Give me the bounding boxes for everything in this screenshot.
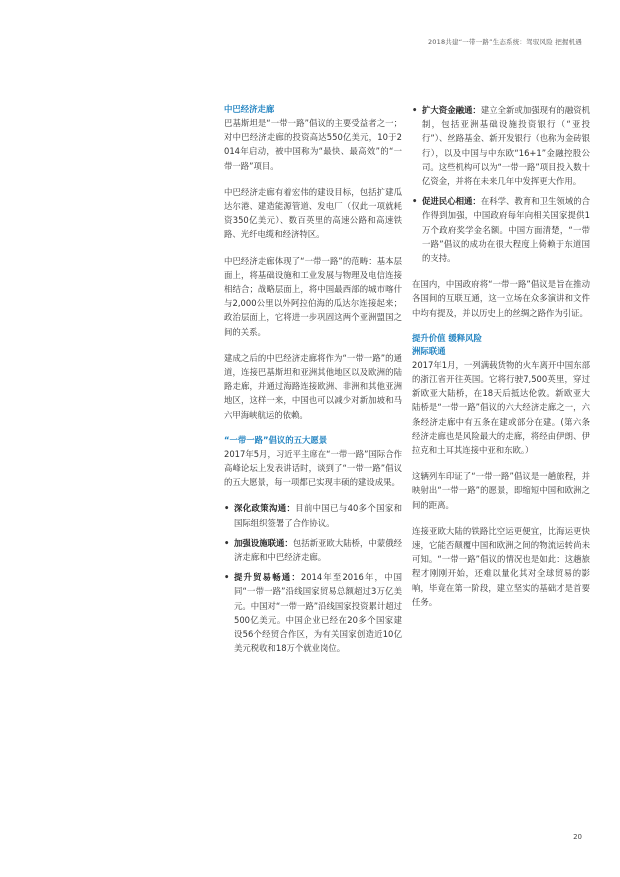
page-number: 20	[573, 833, 582, 841]
bullet-financial-integration	[412, 103, 590, 188]
left-column	[224, 103, 402, 668]
railway-paragraph-3: 连接亚欧大陆的铁路比空运更便宜，比海运更快速，它能否颠覆中国和欧洲之间的物流运转尚未可知。“一带一路”倡议的情况也是如此：这趟旅程才刚刚开始，还难以量化其对全球贸易的影响，毕竟在第一阶段，建立坚实的基础才是首要任务。	[412, 525, 590, 607]
bullet-title: 促进民心相通：	[422, 196, 481, 207]
bullet-title: 深化政策沟通：	[234, 503, 296, 514]
bullet-title: 扩大资金融通：	[422, 105, 481, 115]
bullet-text: 2014年至2016年，中国同“一带一路”沿线国家贸易总额超过3万亿美元。中国对“一带一路”沿线国家投资累计超过500亿美元。中国企业已经在20多个国家建设56个经贸合作区，为有关国家创造近10亿美元税收和18万个就业岗位。	[234, 572, 402, 654]
running-header: 2018共建“一带一路”生态系统：驾驭风险 把握机遇	[427, 38, 582, 46]
visions-bullet-list-right	[412, 103, 590, 265]
cpec-paragraph-2: 中巴经济走廊有着宏伟的建设目标，包括扩建瓜达尔港、建造能源管道、发电厂（仅此一项就耗资350亿美元）、数百英里的高速公路和高速铁路、光纤电缆和经济特区。	[224, 186, 402, 240]
bullet-unimpeded-trade	[224, 570, 402, 655]
bullet-facilities-connectivity	[224, 536, 402, 564]
railway-heading: 提升价值 缓释风险 洲际联通	[412, 332, 482, 356]
bullet-text: 建立全新或加强现有的融资机制，包括亚洲基础设施投资银行（“亚投行”）、丝路基金、新开发银行（也称为金砖银行），以及中国与中东欧“16+1”金融控股公司。这些机构可以为“一带一路”项目投入数十亿资金，并将在未来几年中发挥更大作用。	[422, 105, 591, 187]
bullet-text: 包括新亚欧大陆桥，中蒙俄经济走廊和中巴经济走廊。	[234, 537, 403, 563]
cpec-paragraph-4: 建成之后的中巴经济走廊将作为“一带一路”的通道，连接巴基斯坦和亚洲其他地区以及欧洲的陆路走廊，并通过海路连接欧洲、非洲和其他亚洲地区，这样一来，中国也可以减少对新加坡和马六甲海峡航运的依赖。	[224, 352, 402, 420]
bullet-dot-icon: •	[412, 196, 418, 207]
cpec-paragraph-3: 中巴经济走廊体现了“一带一路”的范畴：基本层面上，将基础设施和工业发展与物理及电信连接相结合；战略层面上，将中国最西部的城市喀什与2,000公里以外阿拉伯海的瓜达尔连接起来；政治层面上，它将进一步巩固这两个亚洲盟国之间的关系。	[224, 255, 402, 337]
bullet-people-to-people	[412, 194, 590, 265]
bullet-text: 目前中国已与40多个国家和国际组织签署了合作协议。	[234, 503, 403, 528]
railway-paragraph-1: 2017年1月，一列满载货物的火车离开中国东部的浙江省开往英国。它将行驶7,500英里，穿过新欧亚大陆桥，在18天后抵达伦敦。新欧亚大陆桥是“一带一路”倡议的六大经济走廊之一，六条经济走廊中有五条在建或部分在建。(第六条经济走廊也是风险最大的走廊，将经由伊朗、伊拉克和土耳其连接中亚和东欧。）	[412, 359, 590, 456]
right-column	[412, 103, 590, 621]
cpec-paragraph-1: 巴基斯坦是“一带一路”倡议的主要受益者之一；对中巴经济走廊的投资高达550亿美元，10于2014年启动，被中国称为“最快、最高效”的“一带一路”项目。	[224, 118, 402, 171]
bullet-dot-icon: •	[224, 537, 230, 548]
visions-bullet-list-left	[224, 501, 402, 655]
domestic-paragraph: 在国内，中国政府将“一带一路”倡议是旨在推动各国间的互联互通，这一立场在众多演讲和文件中均有提及，并以历史上的丝绸之路作为引证。	[412, 279, 590, 318]
bullet-text: 在科学、教育和卫生领域的合作得到加强，中国政府每年向相关国家提供1万个政府奖学金名额。中国方面清楚，“一带一路”倡议的成功在很大程度上倚赖于东道国的支持。	[422, 196, 591, 264]
five-visions-intro: 2017年5月，习近平主席在“一带一路”国际合作高峰论坛上发表讲话时，谈到了“一带一路”倡议的五大愿景，每一项都已实现丰硕的建设成果。	[224, 448, 402, 488]
five-visions-heading: “一带一路”倡议的五大愿景	[224, 434, 328, 445]
cpec-heading: 中巴经济走廊	[224, 104, 275, 114]
bullet-title: 提升贸易畅通：	[234, 572, 301, 583]
bullet-policy-coordination	[224, 501, 402, 529]
bullet-dot-icon: •	[224, 503, 230, 514]
bullet-dot-icon: •	[412, 105, 418, 115]
railway-paragraph-2: 这辆列车印证了“一带一路”倡议是一趟旅程，并映射出“一带一路”的愿景，即缩短中国和欧洲之间的距离。	[412, 471, 590, 510]
bullet-dot-icon: •	[224, 572, 230, 583]
bullet-title: 加强设施联通：	[234, 537, 293, 548]
